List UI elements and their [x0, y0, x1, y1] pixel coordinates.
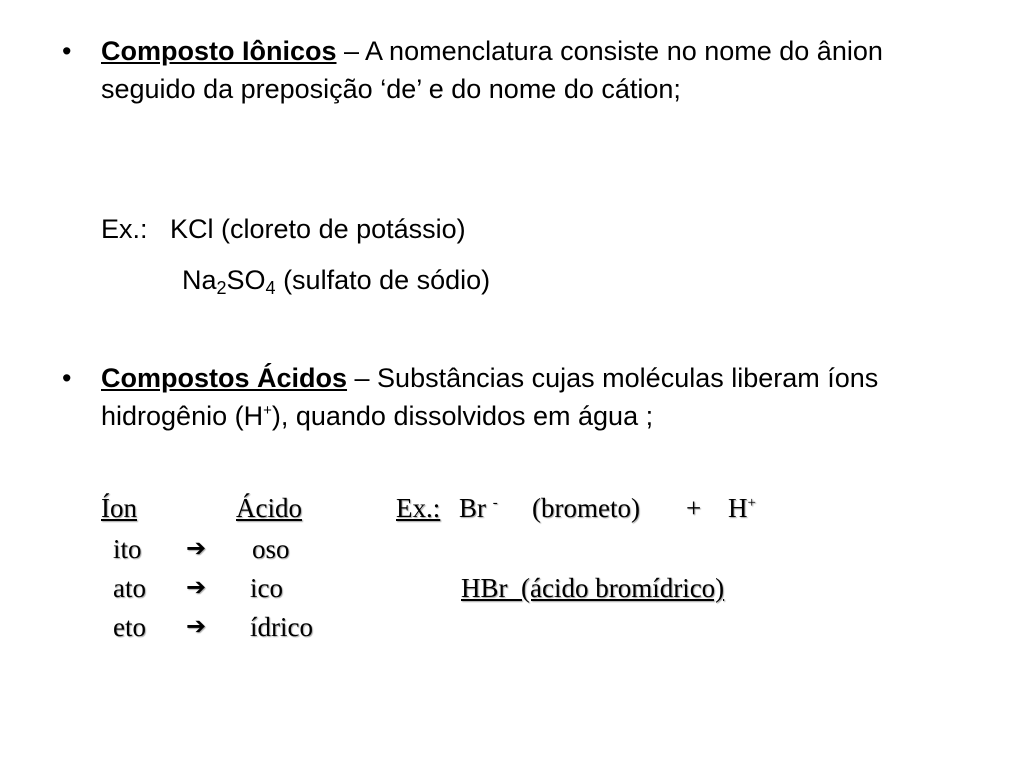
header-acid: Ácido — [236, 493, 302, 523]
bromine-symbol: Br — [459, 493, 486, 523]
row-eto-ion: eto — [113, 612, 146, 642]
example-bromide-name: (brometo) — [532, 493, 640, 523]
row-ato-acid: ico — [250, 573, 283, 603]
example-label: Ex.: — [396, 493, 441, 523]
hydrogen-symbol: H — [728, 493, 748, 523]
acid-definition-start: – Substâncias cujas moléculas liberam íons hidrogênio (H — [101, 363, 879, 431]
example-plus: + — [686, 493, 702, 523]
header-ion: Íon — [101, 493, 137, 523]
ionic-example-2 — [182, 261, 490, 299]
row-ato-ion: ato — [113, 573, 146, 603]
formula-so-subscript: 4 — [265, 278, 276, 298]
example-hydrogen-ion — [728, 489, 756, 527]
ionic-example-1 — [101, 210, 466, 248]
example-sulfate-name: (sulfato de sódio) — [275, 265, 491, 295]
example-result: HBr (ácido bromídrico) — [461, 573, 725, 603]
row-ito-ion: ito — [113, 534, 142, 564]
formula-na-subscript: 2 — [216, 278, 227, 298]
row-eto-acid: ídrico — [250, 612, 313, 642]
bromine-charge: - — [492, 495, 498, 511]
formula-so: SO — [226, 265, 266, 295]
acid-h-charge: + — [263, 402, 272, 419]
example-bromide-ion — [459, 489, 498, 527]
bullet-acid: • — [62, 363, 72, 393]
ionic-term: Composto Iônicos — [101, 36, 337, 66]
acid-definition-end: ), quando dissolvidos em água ; — [271, 401, 654, 431]
formula-na: Na — [182, 265, 217, 295]
ionic-definition: – A nomenclatura consiste no nome do ânion seguido da preposição ‘de’ e do nome do cátion; — [101, 36, 883, 104]
bullet-ionic: • — [62, 36, 72, 66]
ionic-paragraph — [101, 32, 981, 108]
hydrogen-charge: + — [747, 495, 756, 511]
arrow-right-icon: ➔ — [186, 612, 207, 640]
acid-paragraph — [101, 359, 931, 435]
arrow-right-icon: ➔ — [186, 534, 207, 562]
example-prefix: Ex.: — [101, 214, 148, 244]
row-ito-acid: oso — [252, 534, 290, 564]
arrow-right-icon: ➔ — [186, 573, 207, 601]
example-kcl: KCl (cloreto de potássio) — [170, 214, 466, 244]
acid-term: Compostos Ácidos — [101, 363, 348, 393]
